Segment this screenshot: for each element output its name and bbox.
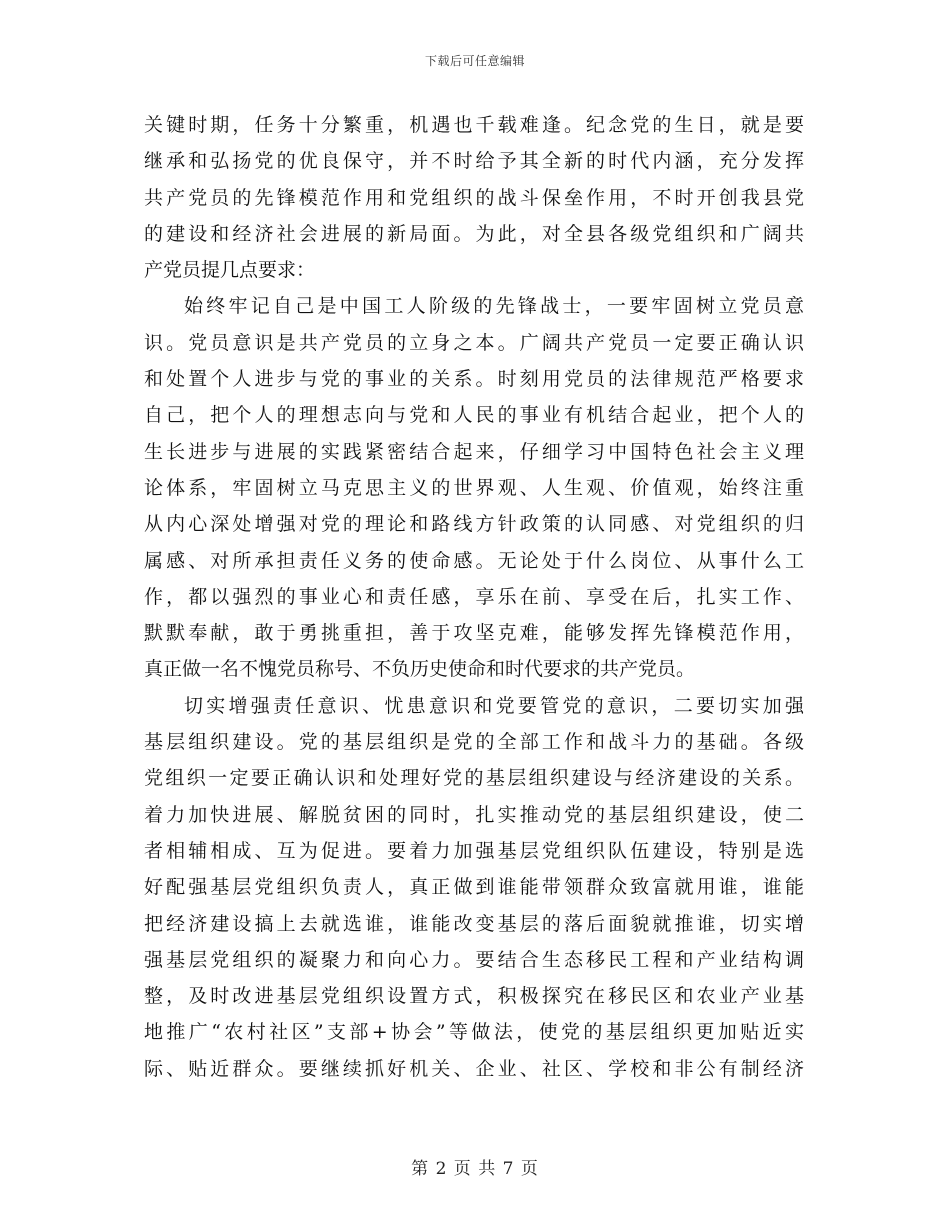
document-body	[144, 107, 804, 1087]
text-line: 地推广“农村社区”支部+协会”等做法，使党的基层组织更加贴近实	[144, 1021, 804, 1044]
text-line: 继承和弘扬党的优良保守，并不时给予其全新的时代内涵，充分发挥	[144, 150, 804, 173]
text-line: 基层组织建设。党的基层组织是党的全部工作和战斗力的基础。各级	[144, 731, 804, 754]
text-line: 者相辅相成、互为促进。要着力加强基层党组织队伍建设，特别是选	[144, 839, 804, 862]
text-line: 关键时期，任务十分繁重，机遇也千载难逢。纪念党的生日，就是要	[144, 114, 804, 136]
text-line: 际、贴近群众。要继续抓好机关、企业、社区、学校和非公有制经济	[144, 1057, 804, 1080]
text-line: 论体系，牢固树立马克思主义的世界观、人生观、价值观，始终注重	[144, 476, 804, 499]
text-line: 自己，把个人的理想志向与党和人民的事业有机结合起业，把个人的	[144, 404, 804, 427]
page-number-footer: 第 2 页 共 7 页	[411, 1159, 539, 1179]
paragraph-first-line: 始终牢记自己是中国工人阶级的先锋战士，一要牢固树立党员意	[184, 295, 804, 318]
page-header: 下载后可任意编辑	[424, 54, 525, 68]
text-line: 好配强基层党组织负责人，真正做到谁能带领群众致富就用谁，谁能	[144, 876, 804, 899]
text-line: 产党员提几点要求：	[144, 259, 316, 282]
text-line: 和处置个人进步与党的事业的关系。时刻用党员的法律规范严格要求	[144, 368, 804, 391]
text-line: 强基层党组织的凝聚力和向心力。要结合生态移民工程和产业结构调	[144, 948, 804, 971]
text-line: 生长进步与进展的实践紧密结合起来，仔细学习中国特色社会主义理	[144, 440, 804, 463]
text-line: 识。党员意识是共产党员的立身之本。广阔共产党员一定要正确认识	[144, 331, 804, 354]
text-line: 从内心深处增强对党的理论和路线方针政策的认同感、对党组织的归	[144, 513, 804, 536]
text-line: 的建设和经济社会进展的新局面。为此，对全县各级党组织和广阔共	[144, 222, 804, 245]
text-line: 属感、对所承担责任义务的使命感。无论处于什么岗位、从事什么工	[144, 549, 804, 572]
text-line: 整，及时改进基层党组织设置方式，积极探究在移民区和农业产业基	[144, 985, 804, 1008]
text-line: 党组织一定要正确认识和处理好党的基层组织建设与经济建设的关系。	[144, 767, 804, 790]
text-line: 着力加快进展、解脱贫困的同时，扎实推动党的基层组织建设，使二	[144, 803, 804, 826]
text-line: 共产党员的先锋模范作用和党组织的战斗保垒作用，不时开创我县党	[144, 186, 804, 209]
text-line: 真正做一名不愧党员称号、不负历史使命和时代要求的共产党员。	[144, 658, 696, 681]
text-line: 默默奉献，敢于勇挑重担，善于攻坚克难，能够发挥先锋模范作用，	[144, 622, 804, 645]
paragraph-first-line: 切实增强责任意识、忧患意识和党要管党的意识，二要切实加强	[184, 694, 804, 717]
text-line: 把经济建设搞上去就选谁，谁能改变基层的落后面貌就推谁，切实增	[144, 912, 804, 935]
text-line: 作，都以强烈的事业心和责任感，享乐在前、享受在后，扎实工作、	[144, 585, 804, 608]
